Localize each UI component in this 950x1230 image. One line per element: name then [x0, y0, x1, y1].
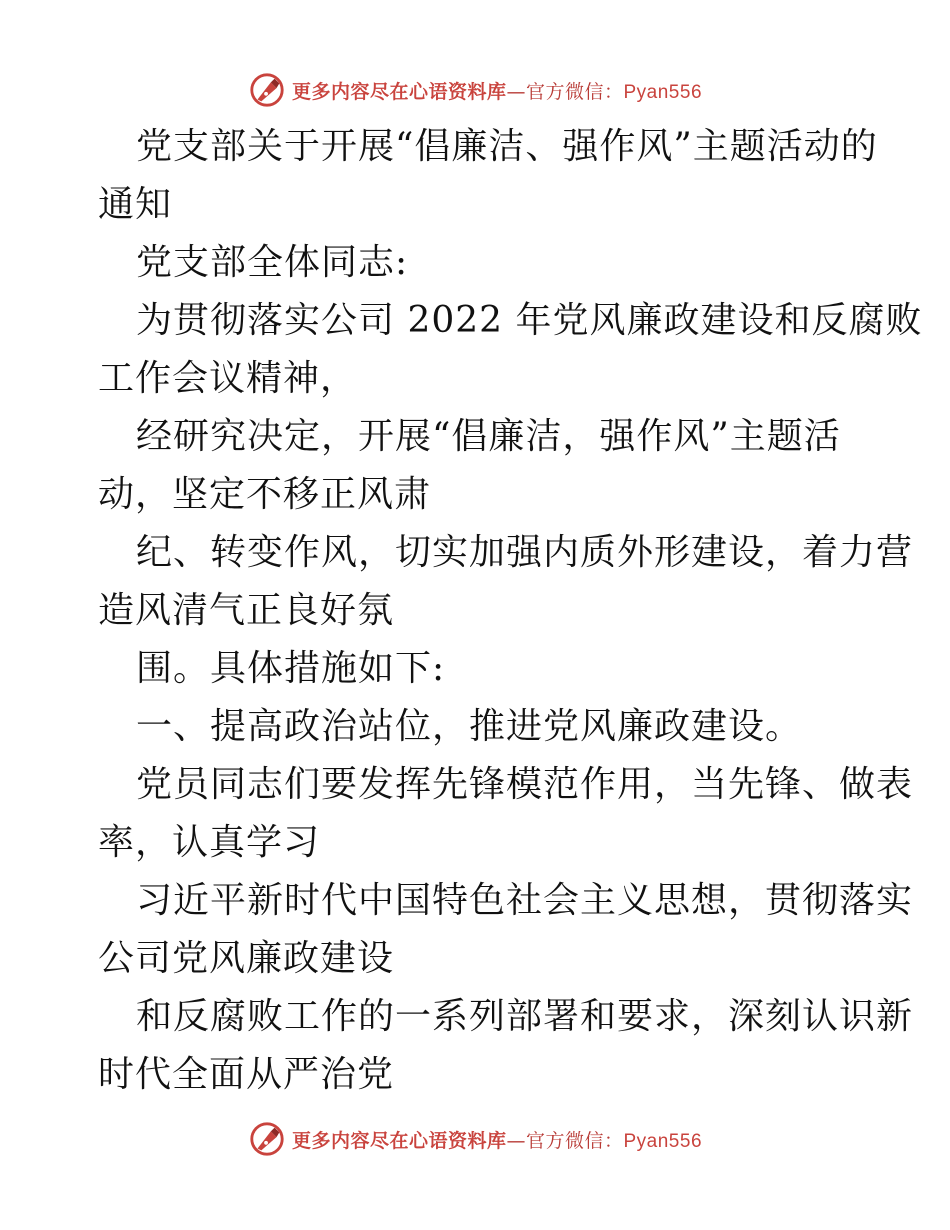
document-body	[98, 118, 923, 1104]
paragraph-line: 经研究决定，开展“倡廉洁，强作风”主题活	[136, 416, 841, 457]
header-banner	[0, 68, 950, 112]
banner-site-name: 更多内容尽在心语资料库	[291, 1129, 507, 1152]
pen-nib-logo-icon	[248, 71, 286, 109]
paragraph-line: 习近平新时代中国特色社会主义思想，贯彻落实	[136, 880, 914, 921]
paragraph-line: 造风清气正良好氛	[98, 590, 395, 631]
paragraph-line: 时代全面从严治党	[98, 1054, 395, 1095]
banner-wechat-id: Pyan556	[623, 1130, 703, 1152]
salutation: 党支部全体同志:	[136, 242, 409, 283]
paragraph-line: 党员同志们要发挥先锋模范作用，当先锋、做表	[136, 764, 914, 805]
paragraph-line: 工作会议精神，	[98, 358, 358, 399]
paragraph-line: 纪、转变作风，切实加强内质外形建设，着力营	[136, 532, 914, 573]
banner-site-name: 更多内容尽在心语资料库	[291, 80, 507, 103]
banner-separator: —	[506, 1129, 526, 1152]
paragraph-line: 动，坚定不移正风肃	[98, 474, 432, 515]
banner-separator: —	[506, 80, 526, 103]
banner-text	[292, 1126, 702, 1153]
document-title-line-2: 通知	[98, 184, 173, 225]
section-heading: 一、提高政治站位，推进党风廉政建设。	[136, 706, 803, 747]
paragraph-line: 和反腐败工作的一系列部署和要求，深刻认识新	[136, 996, 914, 1037]
banner-text	[292, 77, 702, 104]
document-title-line-1: 党支部关于开展“倡廉洁、强作风”主题活动的	[136, 126, 878, 167]
banner-wechat-label: 官方微信：	[525, 1129, 624, 1152]
footer-banner	[0, 1117, 950, 1161]
paragraph-line: 为贯彻落实公司 2022 年党风廉政建设和反腐败	[136, 300, 923, 341]
paragraph-line: 公司党风廉政建设	[98, 938, 395, 979]
banner-wechat-id: Pyan556	[623, 81, 703, 103]
paragraph-line: 围。具体措施如下:	[136, 648, 446, 689]
paragraph-line: 率，认真学习	[98, 822, 321, 863]
pen-nib-logo-icon	[248, 1120, 286, 1158]
banner-wechat-label: 官方微信：	[525, 80, 624, 103]
